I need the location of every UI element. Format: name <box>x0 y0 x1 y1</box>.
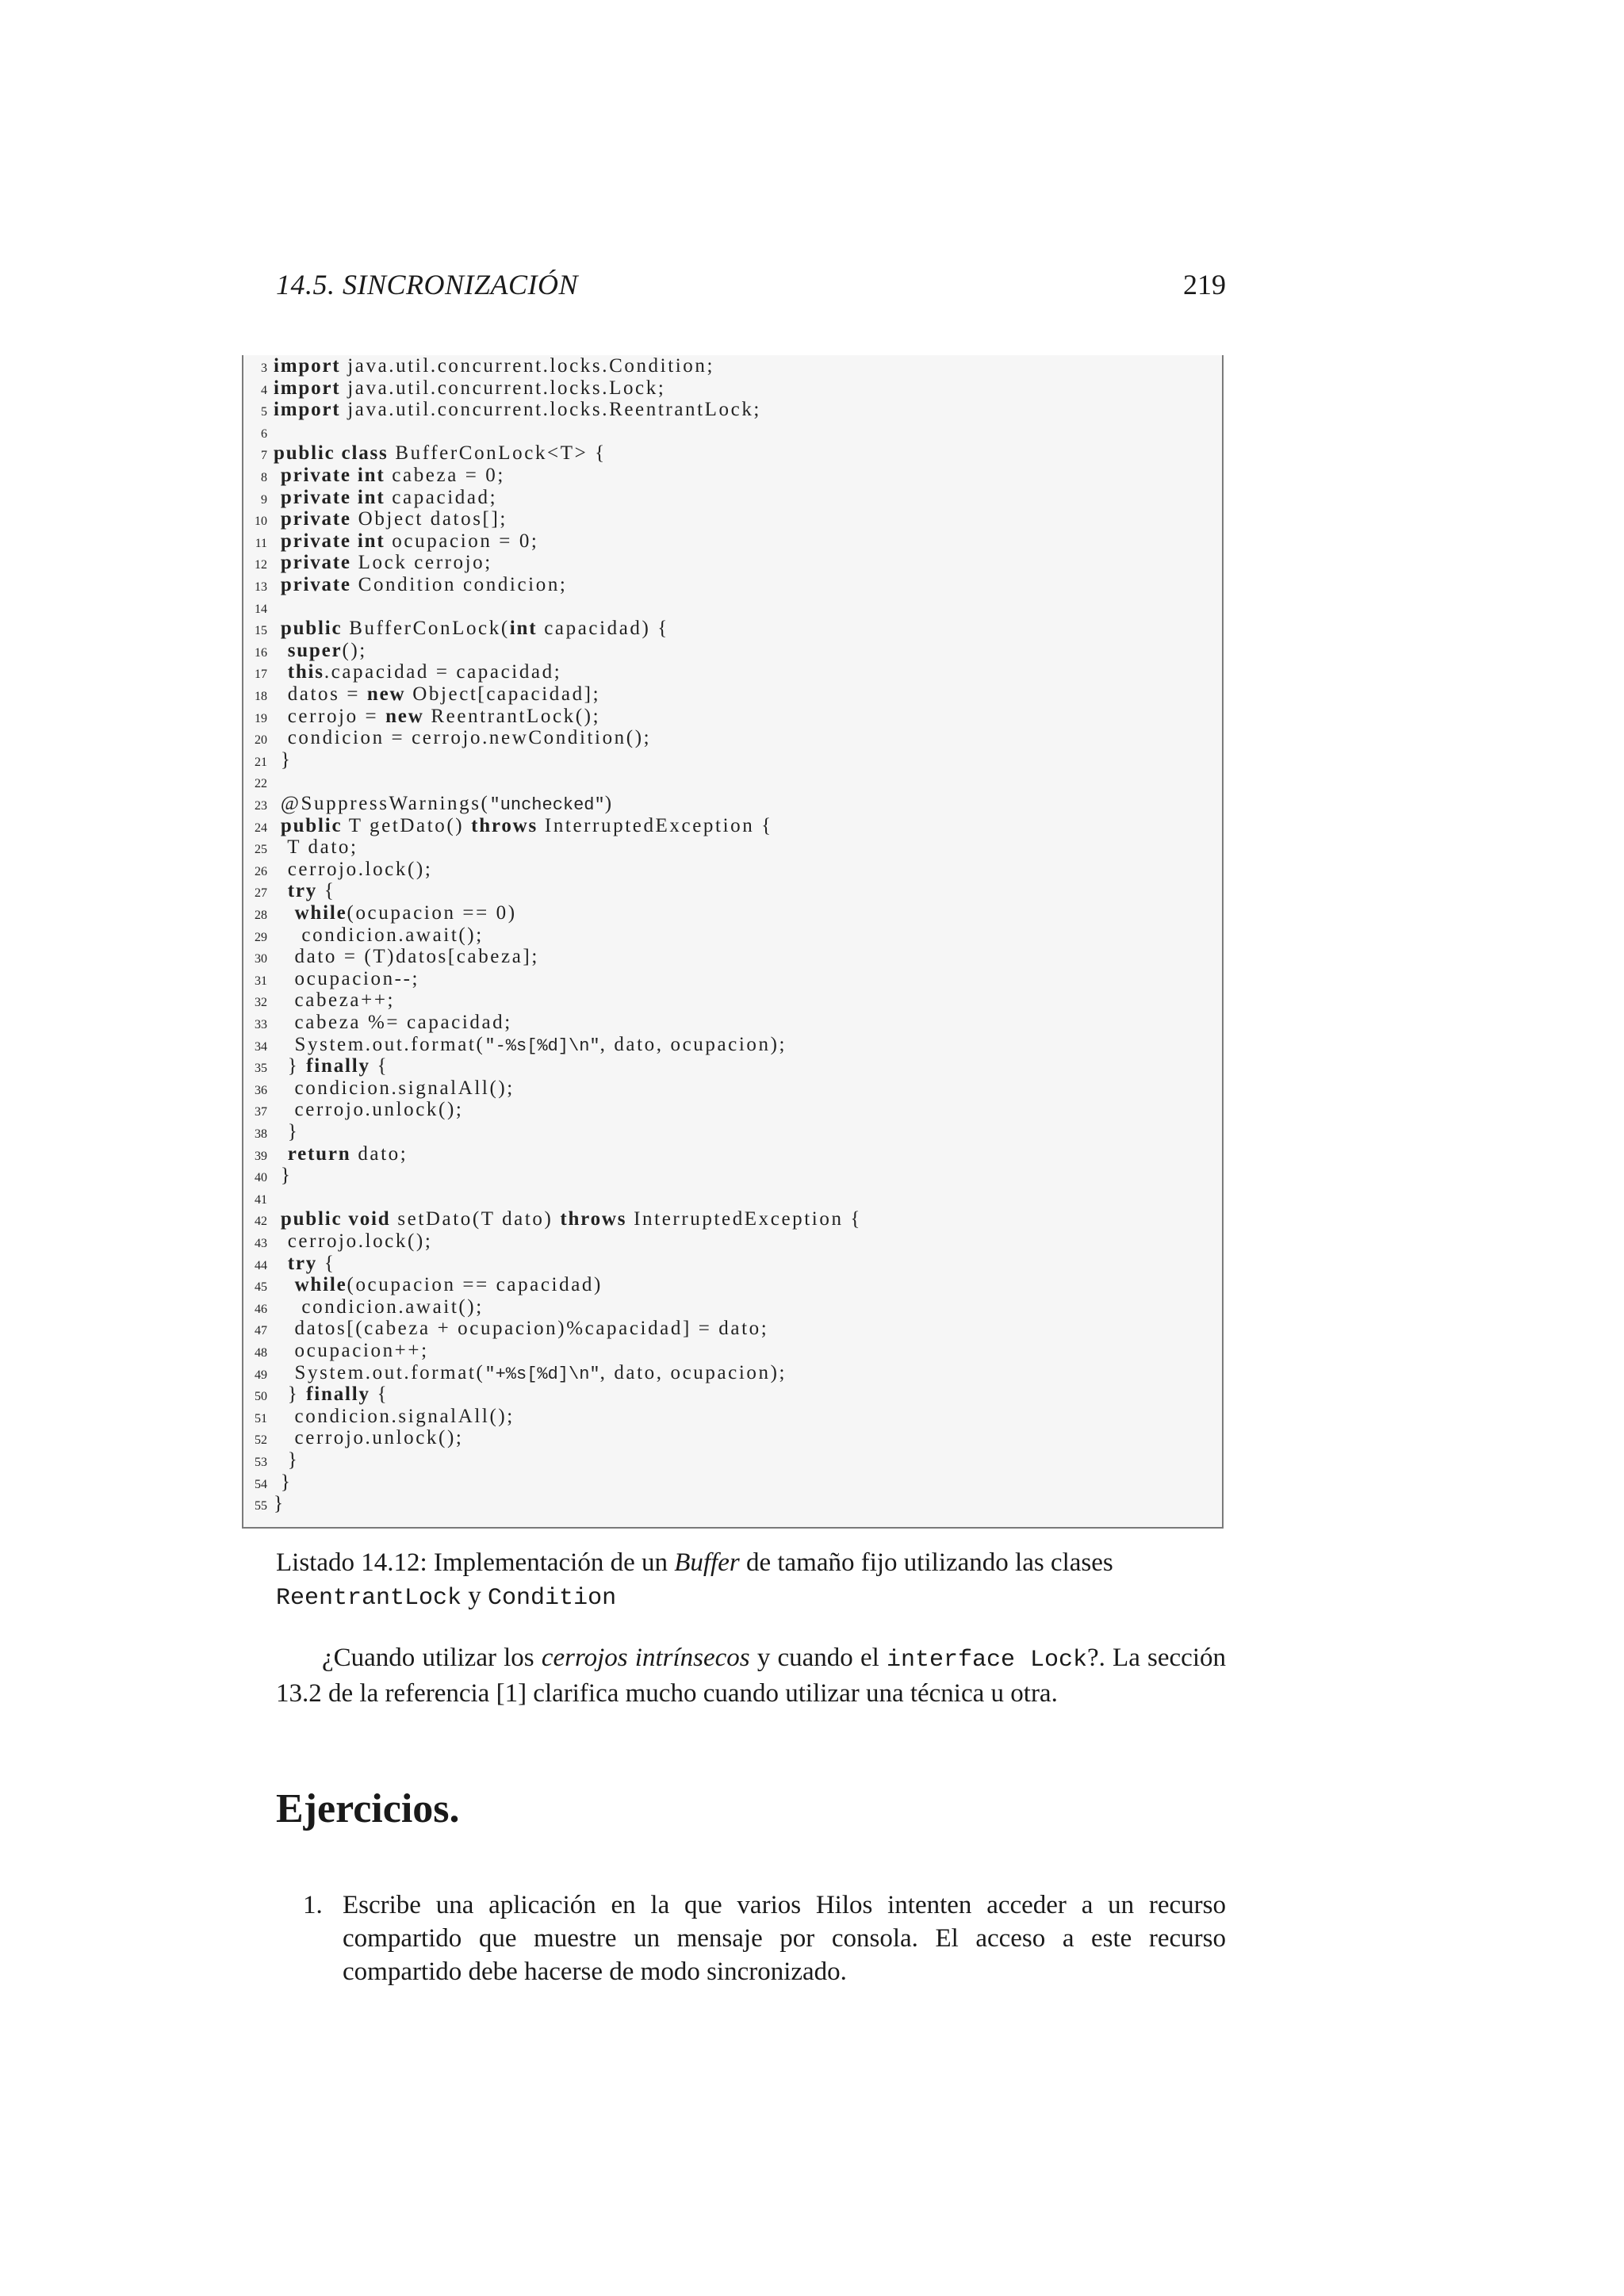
code-string: "+%s[%d]\n" <box>485 1364 600 1384</box>
code-text: { <box>317 880 336 902</box>
code-text: Object[capacidad]; <box>405 683 601 705</box>
code-text: java.util.concurrent.locks.Lock; <box>340 377 666 399</box>
code-line <box>243 1099 1222 1120</box>
code-line <box>243 1034 1222 1055</box>
code-line <box>243 1253 1222 1274</box>
body-paragraph <box>276 1641 1226 1710</box>
code-text: } <box>274 1471 293 1493</box>
line-number: 36 <box>255 1083 267 1097</box>
code-text: ocupacion--; <box>274 967 420 989</box>
caption-code-reentrantlock: ReentrantLock <box>276 1585 462 1612</box>
code-line <box>243 1121 1222 1142</box>
code-line <box>243 727 1222 748</box>
line-number: 12 <box>255 558 267 572</box>
code-keyword: new <box>366 683 406 705</box>
code-line <box>243 1362 1222 1383</box>
code-keyword: public <box>280 814 343 836</box>
code-line <box>243 508 1222 530</box>
code-keyword: new <box>385 705 424 727</box>
paragraph-part3: ?. La sección 13.2 de la referencia [1] clarifica mucho cuando utilizar una técnica u otra. <box>276 1644 1226 1708</box>
code-text: BufferConLock<T> { <box>388 442 607 465</box>
line-number: 39 <box>255 1149 267 1163</box>
code-text: } <box>274 1165 293 1187</box>
code-line <box>243 1296 1222 1318</box>
code-keyword: throws <box>471 814 538 836</box>
code-text: Object datos[]; <box>350 508 508 530</box>
code-text: capacidad; <box>385 486 498 508</box>
paragraph-emphasis: cerrojos intrínsecos <box>541 1644 750 1672</box>
line-number: 41 <box>255 1192 267 1207</box>
line-number: 37 <box>255 1105 267 1119</box>
code-line <box>243 640 1222 661</box>
code-text: } <box>274 1449 300 1471</box>
code-text <box>274 880 288 901</box>
line-number: 43 <box>255 1237 267 1250</box>
code-line <box>243 1471 1222 1493</box>
code-line <box>243 1274 1222 1295</box>
code-line <box>243 1077 1222 1099</box>
code-text: .capacidad = capacidad; <box>324 661 562 683</box>
code-text: cerrojo.unlock(); <box>274 1427 464 1449</box>
section-heading: Ejercicios. <box>276 1786 460 1831</box>
code-text <box>274 1253 288 1274</box>
code-text: Lock cerrojo; <box>350 552 492 574</box>
code-keyword: try <box>287 1252 318 1274</box>
code-line <box>243 771 1222 792</box>
code-text: datos[(cabeza + ocupacion)%capacidad] = dato; <box>274 1318 769 1340</box>
code-text <box>274 618 281 639</box>
line-number: 3 <box>261 362 267 375</box>
code-line <box>243 487 1222 508</box>
code-text: } <box>274 1383 307 1406</box>
code-line <box>243 399 1222 420</box>
code-text <box>274 815 281 836</box>
line-number: 5 <box>261 405 267 419</box>
line-number: 13 <box>255 580 267 594</box>
line-number: 16 <box>255 645 267 660</box>
code-line <box>243 530 1222 552</box>
code-keyword: int <box>509 618 538 640</box>
caption-middle: de tamaño fijo utilizando las clases <box>739 1548 1113 1577</box>
code-text: Condition condicion; <box>350 574 568 595</box>
code-line <box>243 574 1222 595</box>
code-keyword: finally <box>306 1383 370 1406</box>
code-text: condicion.await(); <box>274 1295 484 1318</box>
line-number: 42 <box>255 1215 267 1229</box>
line-number: 31 <box>255 974 267 988</box>
code-keyword: public <box>280 618 343 640</box>
code-text <box>274 508 281 530</box>
code-line <box>243 1165 1222 1186</box>
code-text: System.out.format( <box>274 1033 485 1055</box>
line-number: 53 <box>255 1456 267 1469</box>
line-number: 21 <box>255 755 267 769</box>
code-keyword: this <box>287 661 324 683</box>
code-text <box>274 1143 288 1165</box>
code-line <box>243 793 1222 814</box>
line-number: 29 <box>255 930 267 944</box>
code-text: cerrojo.lock(); <box>274 1230 433 1252</box>
code-text: } <box>274 1055 307 1077</box>
caption-code-condition: Condition <box>488 1585 617 1612</box>
code-line <box>243 421 1222 442</box>
header-section-title: 14.5. SINCRONIZACIÓN <box>276 269 579 300</box>
code-text: System.out.format( <box>274 1361 485 1383</box>
code-line <box>243 1012 1222 1033</box>
line-number: 25 <box>255 843 267 857</box>
code-text: T dato; <box>274 836 358 859</box>
code-line <box>243 749 1222 771</box>
code-text: condicion.signalAll(); <box>274 1077 515 1099</box>
paragraph-code: interface Lock <box>886 1647 1087 1674</box>
paragraph-part2: y cuando el <box>749 1644 887 1672</box>
line-number: 27 <box>255 886 267 901</box>
code-text: condicion.signalAll(); <box>274 1405 515 1427</box>
line-number: 47 <box>255 1324 267 1338</box>
line-number: 40 <box>255 1171 267 1185</box>
code-line <box>243 989 1222 1011</box>
code-text: , dato, ocupacion); <box>599 1361 787 1383</box>
code-keyword: finally <box>306 1055 370 1077</box>
code-text <box>274 640 288 661</box>
code-line <box>243 552 1222 573</box>
code-text: } <box>274 1493 285 1515</box>
code-text: ocupacion++; <box>274 1340 429 1361</box>
code-listing <box>242 355 1224 1529</box>
code-text: cerrojo.unlock(); <box>274 1099 464 1121</box>
code-keyword: private <box>280 508 351 530</box>
code-text <box>274 465 281 486</box>
code-text: dato = (T)datos[cabeza]; <box>274 946 539 968</box>
line-number: 7 <box>261 449 267 463</box>
code-text <box>274 574 281 595</box>
code-text: (ocupacion == capacidad) <box>347 1274 603 1296</box>
code-keyword: return <box>287 1142 351 1165</box>
line-number: 45 <box>255 1280 267 1295</box>
code-line <box>243 1427 1222 1448</box>
code-text: { <box>370 1055 389 1077</box>
line-number: 32 <box>255 996 267 1010</box>
code-text: { <box>370 1383 389 1406</box>
caption-prefix: Listado 14.12: Implementación de un <box>276 1548 675 1577</box>
code-line <box>243 596 1222 618</box>
code-text <box>274 487 281 508</box>
line-number: 54 <box>255 1477 267 1491</box>
code-text: java.util.concurrent.locks.ReentrantLock; <box>340 399 761 421</box>
code-keyword: private int <box>280 530 385 552</box>
code-text <box>274 661 288 683</box>
line-number: 9 <box>261 492 267 507</box>
code-line <box>243 968 1222 989</box>
code-line <box>243 1449 1222 1471</box>
line-number: 49 <box>255 1368 267 1382</box>
code-text: (ocupacion == 0) <box>347 902 517 924</box>
code-text: } <box>274 748 293 771</box>
line-number: 19 <box>255 711 267 725</box>
code-line <box>243 1055 1222 1077</box>
code-text: ocupacion = 0; <box>385 530 539 552</box>
code-text: cabeza %= capacidad; <box>274 1012 512 1033</box>
code-text: } <box>274 1121 300 1142</box>
line-number: 46 <box>255 1302 267 1316</box>
code-keyword: private int <box>280 486 385 508</box>
code-keyword: import <box>274 355 341 377</box>
code-line <box>243 442 1222 464</box>
code-line <box>243 815 1222 836</box>
code-text: T getDato() <box>342 814 472 836</box>
code-line <box>243 661 1222 683</box>
line-number: 30 <box>255 952 267 966</box>
line-number: 38 <box>255 1127 267 1141</box>
code-line <box>243 1383 1222 1405</box>
code-line <box>243 1493 1222 1514</box>
code-text: capacidad) { <box>537 618 669 640</box>
code-text <box>274 902 295 924</box>
line-number: 24 <box>255 821 267 835</box>
code-line <box>243 377 1222 399</box>
code-keyword: import <box>274 399 341 421</box>
paragraph-part1: ¿Cuando utilizar los <box>322 1644 542 1672</box>
line-number: 44 <box>255 1258 267 1272</box>
code-line <box>243 924 1222 946</box>
code-text: InterruptedException { <box>626 1208 862 1230</box>
code-line <box>243 946 1222 967</box>
code-line <box>243 1208 1222 1230</box>
code-text <box>274 552 281 573</box>
line-number: 14 <box>255 602 267 616</box>
code-line <box>243 1143 1222 1165</box>
code-text: cabeza = 0; <box>385 465 505 486</box>
code-text: java.util.concurrent.locks.Condition; <box>340 355 715 377</box>
code-line <box>243 683 1222 705</box>
code-string: "unchecked" <box>489 795 605 815</box>
code-keyword: try <box>287 880 318 902</box>
code-keyword: private int <box>280 465 385 486</box>
code-text: , dato, ocupacion); <box>599 1033 787 1055</box>
caption-and: y <box>462 1582 488 1610</box>
code-line <box>243 618 1222 639</box>
listing-caption <box>276 1546 1226 1615</box>
code-line <box>243 836 1222 858</box>
exercise-number: 1. <box>303 1891 323 1919</box>
caption-emphasis: Buffer <box>674 1548 740 1577</box>
line-number: 23 <box>255 799 267 813</box>
code-keyword: import <box>274 377 341 399</box>
code-keyword: super <box>287 639 343 661</box>
code-text: BufferConLock( <box>342 618 510 640</box>
code-text: ReentrantLock(); <box>423 705 601 727</box>
running-header <box>276 268 1226 303</box>
code-line <box>243 859 1222 880</box>
line-number: 18 <box>255 690 267 703</box>
line-number: 26 <box>255 864 267 878</box>
line-number: 8 <box>261 471 267 484</box>
code-line <box>243 355 1222 377</box>
code-text: condicion.await(); <box>274 924 484 946</box>
code-text <box>274 530 281 552</box>
page-number: 219 <box>1183 269 1226 300</box>
code-keyword: public class <box>274 442 389 465</box>
code-line <box>243 706 1222 727</box>
line-number: 51 <box>255 1411 267 1425</box>
line-number: 33 <box>255 1018 267 1031</box>
line-number: 50 <box>255 1390 267 1404</box>
code-keyword: public void <box>280 1208 391 1230</box>
code-keyword: private <box>280 552 351 574</box>
line-number: 28 <box>255 909 267 922</box>
code-keyword: private <box>280 574 351 595</box>
code-line <box>243 1406 1222 1427</box>
code-text: cerrojo = <box>274 705 386 727</box>
line-number: 55 <box>255 1499 267 1513</box>
code-line <box>243 902 1222 924</box>
exercise-text: Escribe una aplicación en la que varios Hilos intenten acceder a un recurso compartido que muestre un mensaje por consola. El acceso a este recurso compartido debe hacerse de modo sincronizado. <box>343 1891 1226 1986</box>
line-number: 35 <box>255 1062 267 1076</box>
line-number: 10 <box>255 515 267 529</box>
code-keyword: throws <box>560 1208 627 1230</box>
code-line <box>243 1340 1222 1361</box>
code-text <box>274 1208 281 1230</box>
line-number: 34 <box>255 1039 267 1054</box>
line-number: 6 <box>261 427 267 441</box>
code-line <box>243 465 1222 486</box>
line-number: 15 <box>255 624 267 638</box>
line-number: 48 <box>255 1346 267 1360</box>
code-text: { <box>317 1252 336 1274</box>
code-text: ) <box>604 793 614 814</box>
line-number: 11 <box>255 536 267 550</box>
code-text: InterruptedException { <box>538 814 773 836</box>
code-line <box>243 1318 1222 1339</box>
code-text: condicion = cerrojo.newCondition(); <box>274 727 652 749</box>
line-number: 20 <box>255 733 267 748</box>
code-text: (); <box>342 639 367 661</box>
code-keyword: while <box>294 902 347 924</box>
line-number: 17 <box>255 668 267 682</box>
line-number: 22 <box>255 777 267 791</box>
code-text: datos = <box>274 683 367 705</box>
code-text: setDato(T dato) <box>390 1208 561 1230</box>
line-number: 52 <box>255 1433 267 1448</box>
code-text: cabeza++; <box>274 989 396 1012</box>
code-text <box>274 1274 295 1295</box>
code-line <box>243 1187 1222 1208</box>
code-line <box>243 1230 1222 1252</box>
code-line <box>243 880 1222 901</box>
code-text: cerrojo.lock(); <box>274 858 433 880</box>
code-keyword: while <box>294 1274 347 1296</box>
code-text: dato; <box>350 1142 408 1165</box>
line-number: 4 <box>261 383 267 397</box>
code-text: @SuppressWarnings( <box>274 793 490 814</box>
code-string: "-%s[%d]\n" <box>485 1035 600 1056</box>
